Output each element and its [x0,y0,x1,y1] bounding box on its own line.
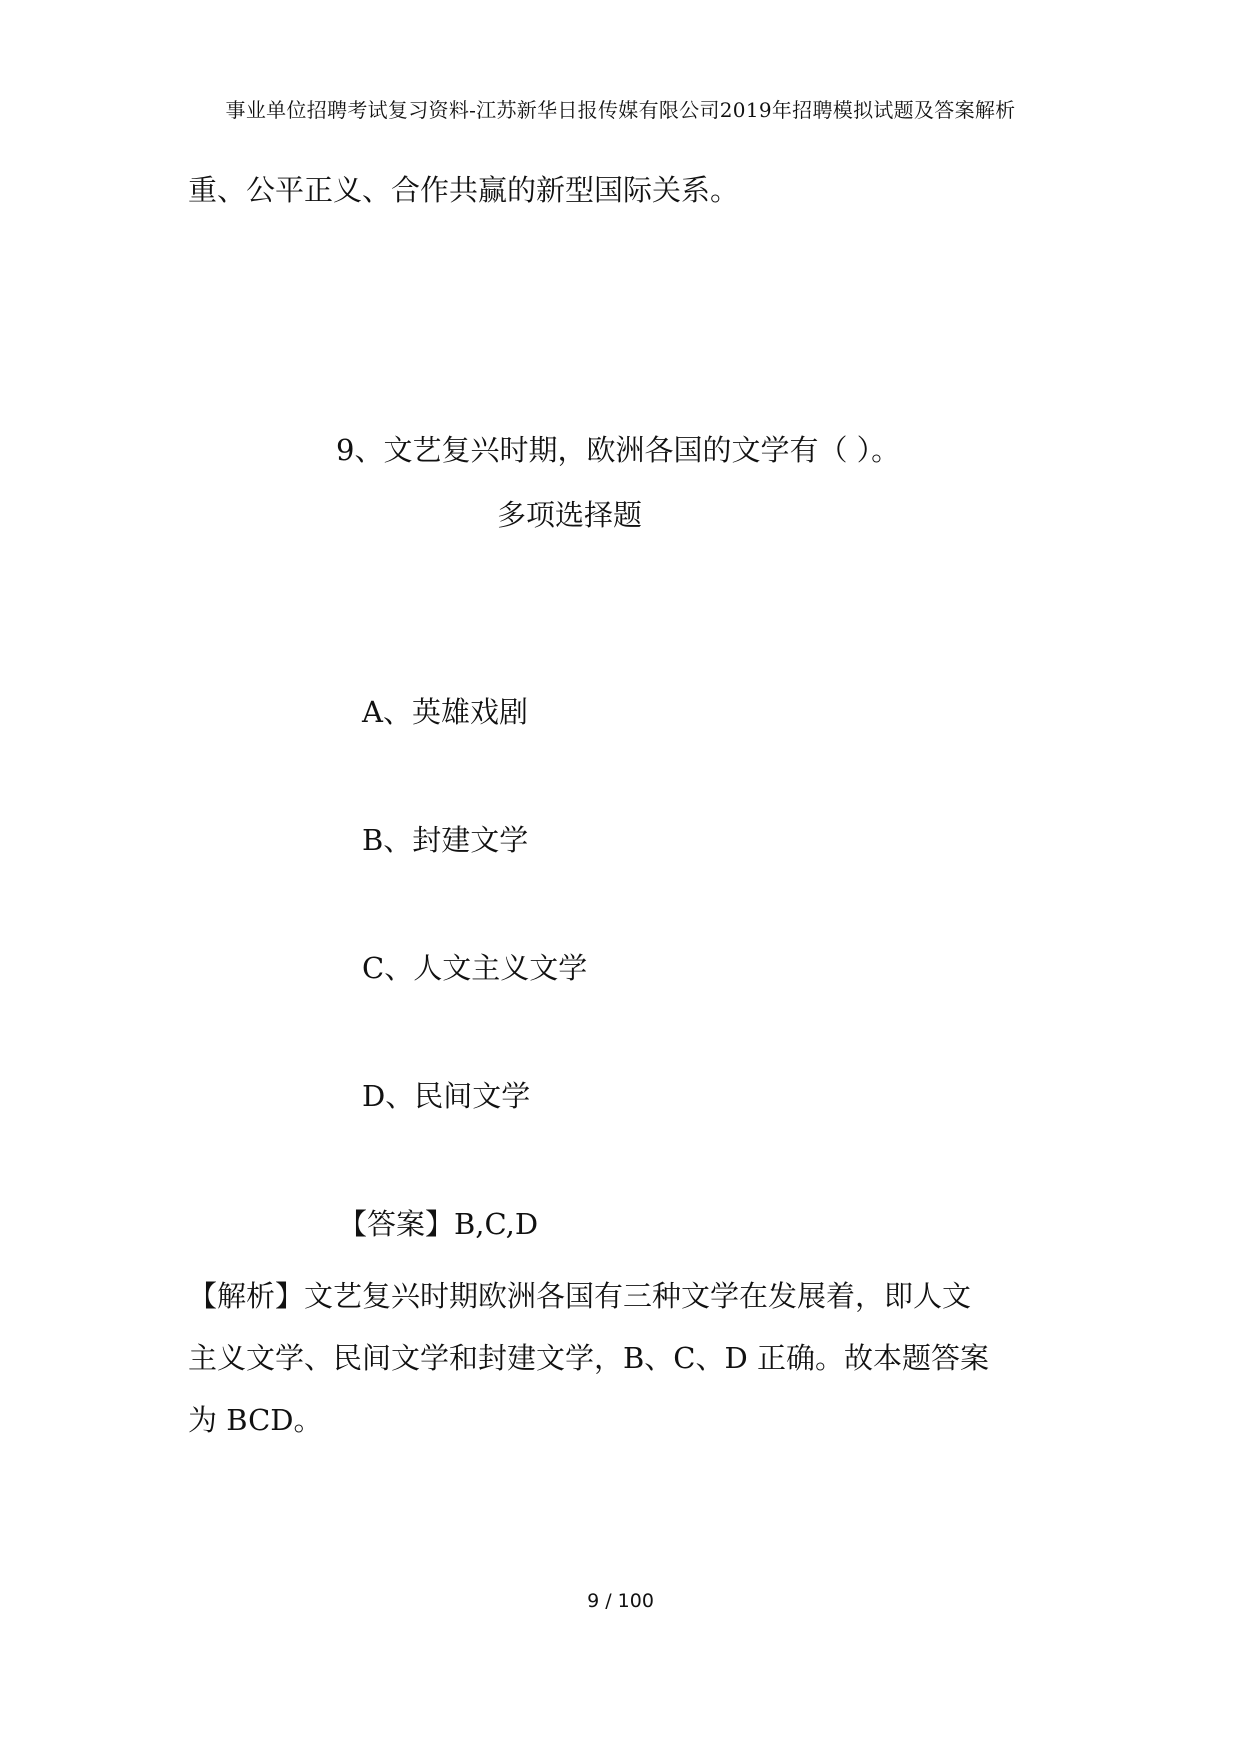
option-c: C、人文主义文学 [362,951,588,985]
explanation-line: 为 BCD。 [188,1403,323,1437]
page-header: 事业单位招聘考试复习资料-江苏新华日报传媒有限公司2019年招聘模拟试题及答案解析 [225,98,1016,122]
continuation-text: 重、公平正义、合作共赢的新型国际关系。 [188,173,740,207]
answer-text: 【答案】B,C,D [338,1207,539,1241]
option-d: D、民间文学 [362,1079,531,1113]
explanation [188,1265,1050,1451]
page-number: 9 / 100 [587,1590,654,1612]
question-text: 9、文艺复兴时期，欧洲各国的文学有（ ）。 [336,433,901,467]
question-type: 多项选择题 [497,498,643,532]
option-b: B、封建文学 [362,823,529,857]
option-a: A、英雄戏剧 [362,695,528,729]
explanation-line: 【解析】文艺复兴时期欧洲各国有三种文学在发展着，即人文 [188,1279,972,1313]
explanation-line: 主义文学、民间文学和封建文学，B、C、D 正确。故本题答案 [188,1341,989,1375]
